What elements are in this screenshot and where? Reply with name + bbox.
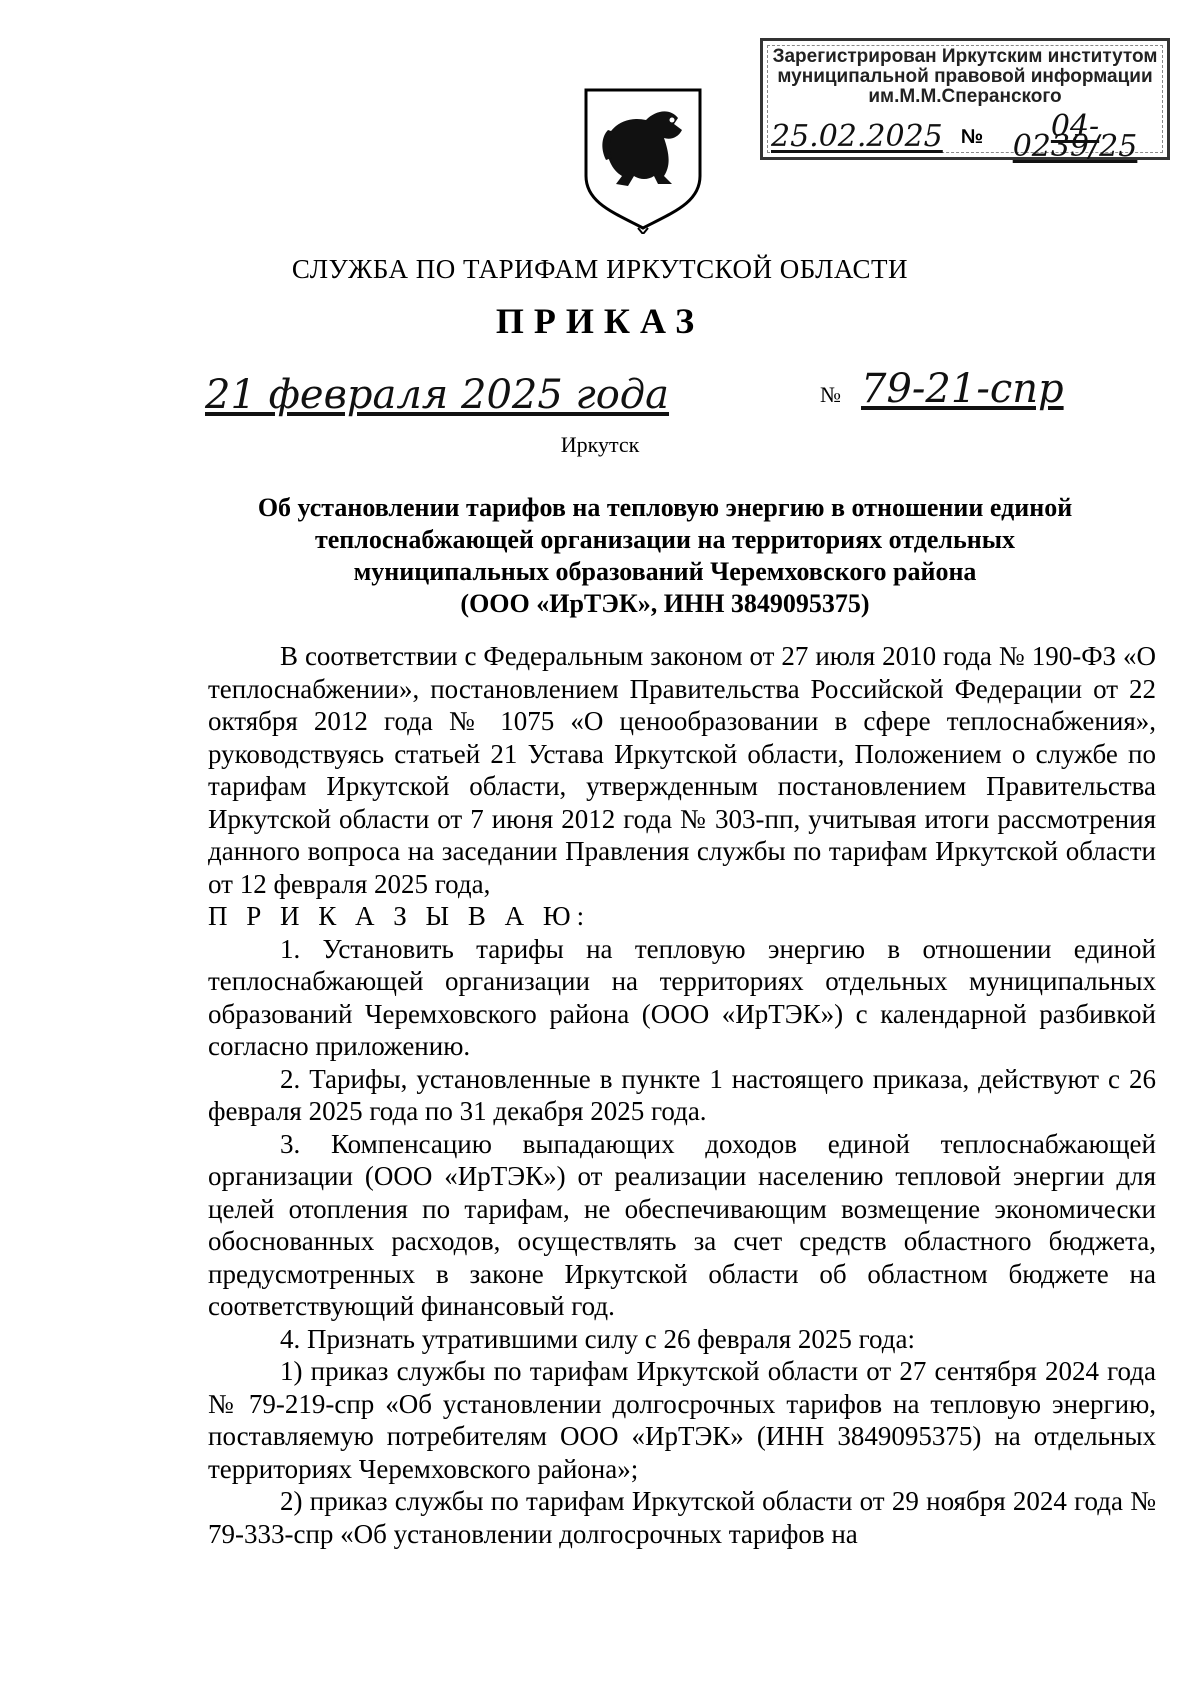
item-4-2-paragraph: 2) приказ службы по тарифам Иркутской области от 29 ноября 2024 года № 79-333-спр «Об установлении долгосрочных тарифов на [208, 1486, 1156, 1549]
title-line-3: муниципальных образований Черемховского района [353, 557, 977, 586]
stamp-reg-number: 04-0239/25 [1012, 109, 1138, 164]
stamp-line-2: муниципальной правовой информации [777, 66, 1153, 87]
item-4-1-paragraph: 1) приказ службы по тарифам Иркутской области от 27 сентября 2024 года № 79-219-спр «Об установлении долгосрочных тарифов на тепловую энергию, поставляемую потребителям ООО «ИрТЭК» (ИНН 3849095375) на отдельных территориях Черемховского района»; [208, 1356, 1156, 1484]
document-title [210, 492, 1120, 620]
stamp-reg-date: 25.02.2025 [771, 119, 943, 154]
order-number: 79-21-спр [861, 366, 1064, 412]
stamp-number-sign: № [960, 126, 984, 148]
title-line-4: (ООО «ИрТЭК», ИНН 3849095375) [460, 589, 870, 618]
stamp-line-1: Зарегистрирован Иркутским институтом [772, 46, 1158, 67]
title-line-1: Об установлении тарифов на тепловую энергию в отношении единой [257, 493, 1073, 522]
coat-of-arms-icon [578, 84, 708, 234]
agency-name: СЛУЖБА ПО ТАРИФАМ ИРКУТСКОЙ ОБЛАСТИ [291, 254, 909, 284]
item-3-paragraph: 3. Компенсацию выпадающих доходов единой теплоснабжающей организации (ООО «ИрТЭК») от реализации населению тепловой энергии для целей отопления по тарифам, не обеспечивающим возмещение экономически обоснованных расходов, осуществлять за счет средств областного бюджета, предусмотренных в законе Иркутской области об областном бюджете на соответствующий финансовый год. [208, 1128, 1156, 1321]
item-4-paragraph: 4. Признать утратившими силу с 26 февраля 2025 года: [280, 1323, 915, 1354]
document-body [208, 640, 1156, 1550]
document-type: ПРИКАЗ [495, 301, 705, 341]
order-word: П Р И К А З Ы В А Ю: [208, 901, 591, 931]
stamp-registration [771, 109, 1159, 164]
stamp-line-3: им.М.М.Сперанского [868, 86, 1062, 107]
registration-stamp [760, 38, 1170, 164]
city: Иркутск [560, 432, 640, 457]
item-2-paragraph: 2. Тарифы, установленные в пункте 1 настоящего приказа, действуют с 26 февраля 2025 года по 31 декабря 2025 года. [208, 1063, 1156, 1126]
item-1-paragraph: 1. Установить тарифы на тепловую энергию в отношении единой теплоснабжающей организации на территориях отдельных муниципальных образований Черемховского района (ООО «ИрТЭК») с календарной разбивкой согласно приложению. [208, 933, 1156, 1061]
preamble-paragraph: В соответствии с Федеральным законом от 27 июля 2010 года № 190-ФЗ «О теплоснабжении», постановлением Правительства Российской Федерации от 22 октября 2012 года № 1075 «О ценообразовании в сфере теплоснабжения», руководствуясь статьей 21 Устава Иркутской области, Положением о службе по тарифам Иркутской области, утвержденным постановлением Правительства Иркутской области от 7 июня 2012 года № 303-пп, учитывая итоги рассмотрения данного вопроса на заседании Правления службы по тарифам Иркутской области от 12 февраля 2025 года, [208, 641, 1156, 899]
order-date: 21 февраля 2025 года [205, 372, 670, 418]
title-line-2: теплоснабжающей организации на территориях отдельных [314, 525, 1016, 554]
order-number-sign: № [820, 382, 841, 407]
